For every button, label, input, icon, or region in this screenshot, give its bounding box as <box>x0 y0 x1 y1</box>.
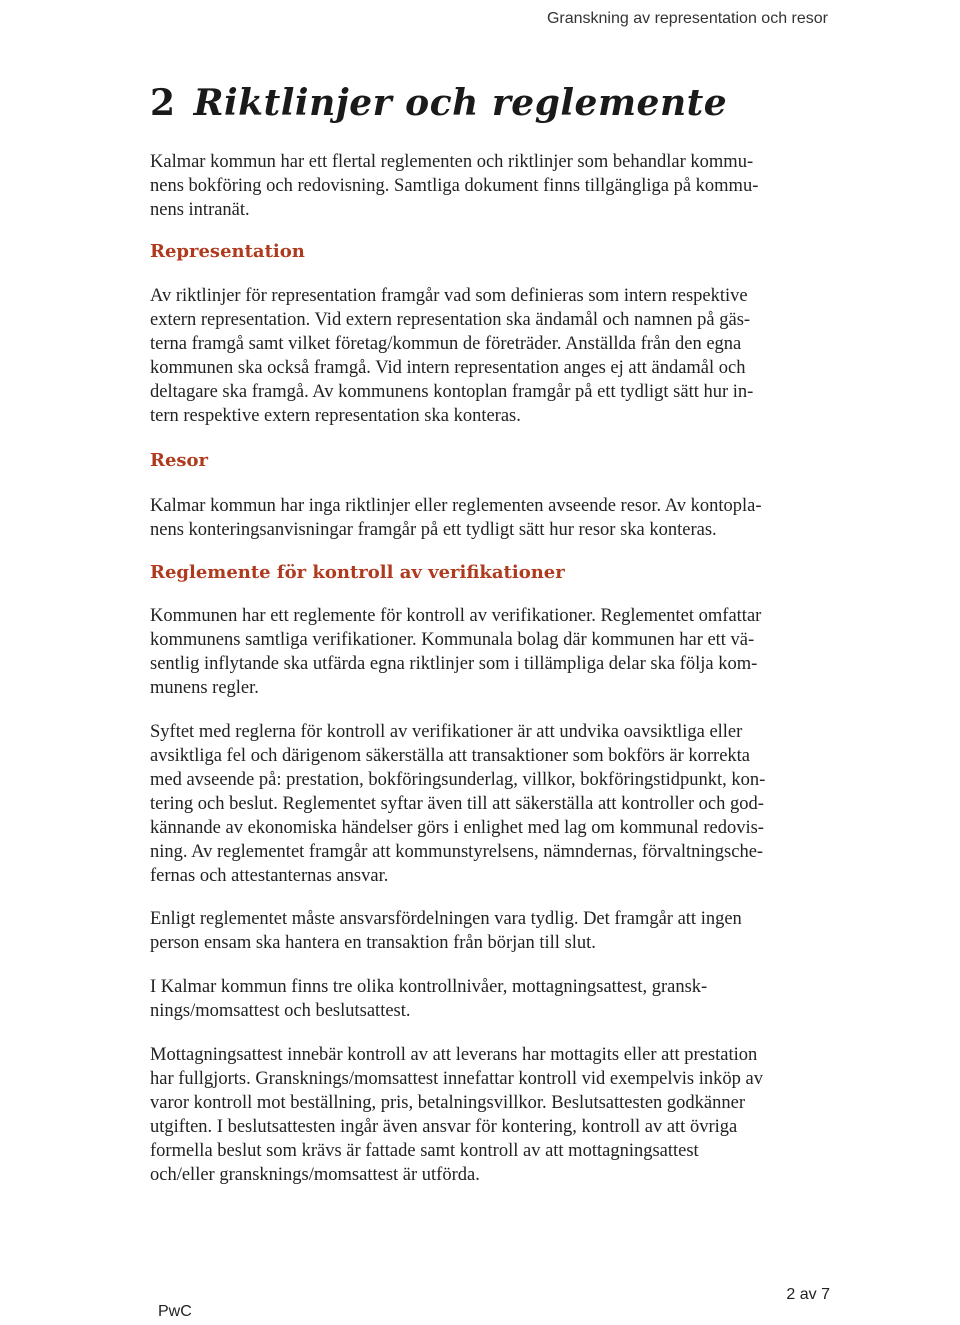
text-line: kännande av ekonomiska händelser görs i enlighet med lag om kommunal redovis- <box>150 818 764 838</box>
text-line: Kalmar kommun har ett flertal reglementen och riktlinjer som behandlar kommu- <box>150 152 754 172</box>
text-line: I Kalmar kommun finns tre olika kontrollnivåer, mottagningsattest, gransk- <box>150 977 708 997</box>
text-line: kommunen ska också framgå. Vid intern representation anges ej att ändamål och <box>150 358 746 378</box>
text-line: Mottagningsattest innebär kontroll av att leverans har mottagits eller att prestation <box>150 1045 758 1065</box>
text-line: utgiften. I beslutsattesten ingår även ansvar för kontering, kontroll av att övriga <box>150 1117 738 1137</box>
subheading-representation: Representation <box>150 241 305 262</box>
text-line: formella beslut som krävs är fattade samt kontroll av att mottagningsattest <box>150 1141 699 1161</box>
text-line: extern representation. Vid extern representation ska ändamål och namnen på gäs- <box>150 310 751 330</box>
resor-paragraph <box>150 494 830 542</box>
text-line: terna framgå samt vilket företag/kommun de företräder. Anställda från den egna <box>150 334 742 354</box>
text-line: kommunens samtliga verifikationer. Kommunala bolag där kommunen har ett vä- <box>150 630 755 650</box>
text-line: deltagare ska framgå. Av kommunens kontoplan framgår på ett tydligt sätt hur in- <box>150 382 754 402</box>
text-line: nens intranät. <box>150 200 250 220</box>
text-line: varor kontroll mot beställning, pris, betalningsvillkor. Beslutsattesten godkänner <box>150 1093 745 1113</box>
text-line: nings/momsattest och beslutsattest. <box>150 1001 411 1021</box>
reglemente-paragraph-3 <box>150 907 830 955</box>
intro-paragraph <box>150 150 830 222</box>
running-header: Granskning av representation och resor <box>546 10 828 27</box>
text-line: nens konteringsanvisningar framgår på ett tydligt sätt hur resor ska konteras. <box>150 520 717 540</box>
reglemente-paragraph-2 <box>150 720 830 888</box>
text-line: person ensam ska hantera en transaktion från början till slut. <box>150 933 596 953</box>
text-line: Kommunen har ett reglemente för kontroll av verifikationer. Reglementet omfattar <box>150 606 762 626</box>
text-line: Av riktlinjer för representation framgår vad som definieras som intern respektive <box>150 286 748 306</box>
text-line: avsiktliga fel och därigenom säkerställa att transaktioner som bokförs är korrekta <box>150 746 751 766</box>
reglemente-paragraph-4 <box>150 975 830 1023</box>
text-line: och/eller gransknings/momsattest är utförda. <box>150 1165 480 1185</box>
text-line: nens bokföring och redovisning. Samtliga dokument finns tillgängliga på kommu- <box>150 176 759 196</box>
text-line: med avseende på: prestation, bokföringsunderlag, villkor, bokföringstidpunkt, kon- <box>150 770 766 790</box>
text-line: Kalmar kommun har inga riktlinjer eller reglementen avseende resor. Av kontopla- <box>150 496 762 516</box>
text-line: sentlig inflytande ska utfärda egna riktlinjer som i tillämpliga delar ska följa kom- <box>150 654 758 674</box>
text-line: Syftet med reglerna för kontroll av verifikationer är att undvika oavsiktliga eller <box>150 722 743 742</box>
text-line: Enligt reglementet måste ansvarsfördelningen vara tydlig. Det framgår att ingen <box>150 909 742 929</box>
section-title: Riktlinjer och reglemente <box>193 82 728 124</box>
representation-paragraph <box>150 284 830 428</box>
text-line: tern respektive extern representation ska konteras. <box>150 406 521 426</box>
subheading-reglemente: Reglemente för kontroll av verifikationer <box>150 562 565 583</box>
text-line: ning. Av reglementet framgår att kommunstyrelsens, nämndernas, förvaltningsche- <box>150 842 764 862</box>
reglemente-paragraph-5 <box>150 1043 830 1187</box>
footer-brand: PwC <box>158 1303 192 1320</box>
text-line: munens regler. <box>150 678 259 698</box>
subheading-resor: Resor <box>150 450 209 471</box>
text-line: tering och beslut. Reglementet syftar även till att säkerställa att kontroller och god- <box>150 794 764 814</box>
text-line: fernas och attestanternas ansvar. <box>150 866 389 886</box>
reglemente-paragraph-1 <box>150 604 830 700</box>
text-line: har fullgjorts. Gransknings/momsattest innefattar kontroll vid exempelvis inköp av <box>150 1069 763 1089</box>
section-number: 2 <box>150 82 176 124</box>
section-heading <box>150 82 727 124</box>
page-number: 2 av 7 <box>786 1286 830 1303</box>
